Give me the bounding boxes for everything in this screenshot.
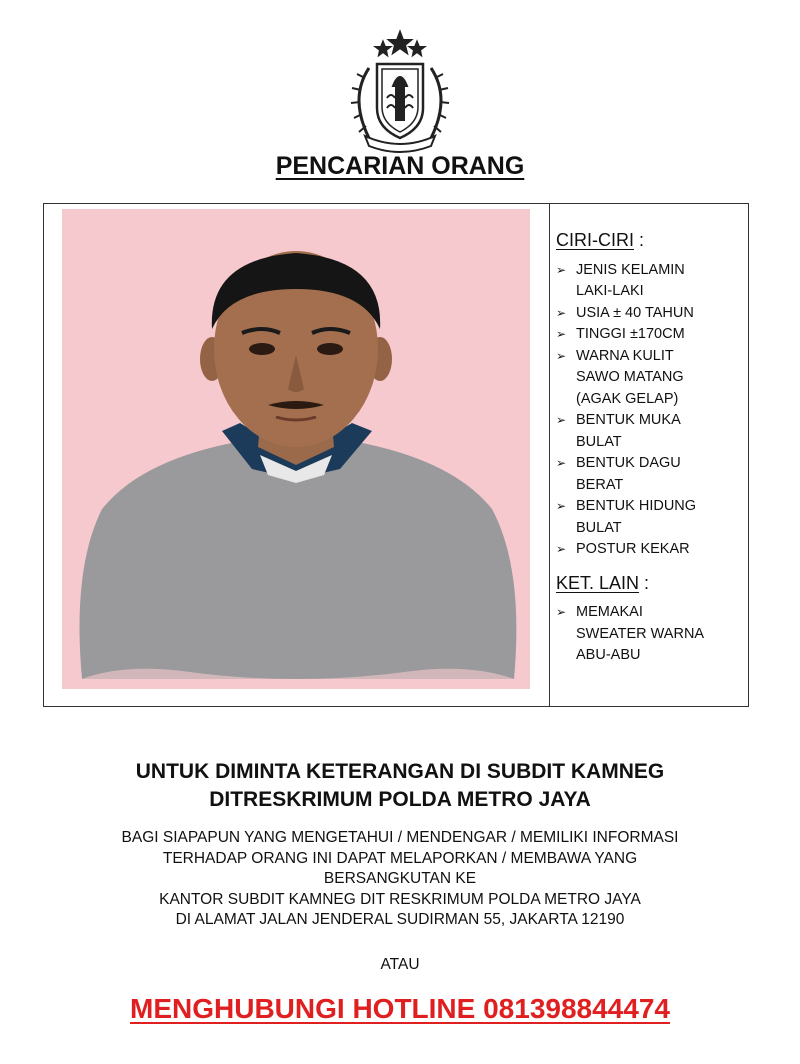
list-item (556, 324, 746, 346)
police-emblem-icon (325, 28, 475, 156)
list-item (556, 346, 746, 411)
info-line: BERSANGKUTAN KE (323, 870, 477, 887)
features-panel (556, 230, 746, 667)
features-heading (556, 230, 746, 252)
item-text: BULAT (576, 433, 622, 450)
item-text: JENIS KELAMIN (576, 261, 685, 278)
item-text: BENTUK DAGU (576, 455, 681, 471)
other-heading-colon: : (639, 572, 650, 593)
page-title (0, 152, 800, 181)
features-list (556, 260, 746, 561)
item-text: BENTUK HIDUNG (576, 498, 697, 514)
info-line: BAGI SIAPAPUN YANG MENGETAHUI / MENDENGAR / MEMILIKI INFORMASI (121, 829, 679, 846)
atau-text: ATAU (380, 956, 420, 973)
other-list (556, 602, 746, 667)
list-item (556, 496, 746, 539)
notice-line: UNTUK DIMINTA KETERANGAN DI SUBDIT KAMNEG (135, 760, 665, 783)
column-divider (549, 204, 550, 706)
info-line: DI ALAMAT JALAN JENDERAL SUDIRMAN 55, JAKARTA 12190 (175, 911, 625, 928)
item-text: SAWO MATANG (576, 369, 684, 385)
info-line: TERHADAP ORANG INI DAPAT MELAPORKAN / MEMBAWA YANG (162, 849, 638, 867)
item-text: BENTUK MUKA (576, 412, 681, 428)
item-text: USIA ± 40 TAHUN (576, 304, 694, 321)
item-text: BERAT (576, 476, 624, 493)
list-item (556, 602, 746, 667)
item-text: POSTUR KEKAR (576, 541, 690, 557)
list-item (556, 539, 746, 561)
item-text: WARNA KULIT (576, 347, 674, 364)
info-paragraph (40, 828, 760, 931)
item-text: ABU-ABU (576, 647, 641, 663)
person-portrait-image (62, 209, 530, 689)
info-line: KANTOR SUBDIT KAMNEG DIT RESKRIMUM POLDA METRO JAYA (159, 890, 641, 908)
features-heading-text: CIRI-CIRI (556, 230, 634, 250)
hotline-text: MENGHUBUNGI HOTLINE 081398844474 (130, 993, 670, 1024)
list-item (556, 260, 746, 303)
profile-box (43, 203, 749, 707)
list-item (556, 303, 746, 325)
item-text: BULAT (576, 519, 622, 536)
hotline (0, 993, 800, 1025)
item-text: MEMAKAI (576, 604, 643, 620)
notice-line: DITRESKRIMUM POLDA METRO JAYA (209, 788, 591, 811)
other-heading (556, 573, 746, 595)
other-heading-text: KET. LAIN (556, 572, 640, 593)
item-text: SWEATER WARNA (576, 625, 705, 642)
item-text: LAKI-LAKI (576, 283, 644, 299)
list-item (556, 410, 746, 453)
list-item (556, 453, 746, 496)
item-text: TINGGI ±170CM (576, 326, 685, 342)
page-title-text: PENCARIAN ORANG (275, 152, 525, 180)
person-photo (62, 209, 530, 689)
item-text: (AGAK GELAP) (576, 390, 679, 407)
features-heading-colon: : (634, 230, 645, 250)
notice-heading (0, 758, 800, 814)
